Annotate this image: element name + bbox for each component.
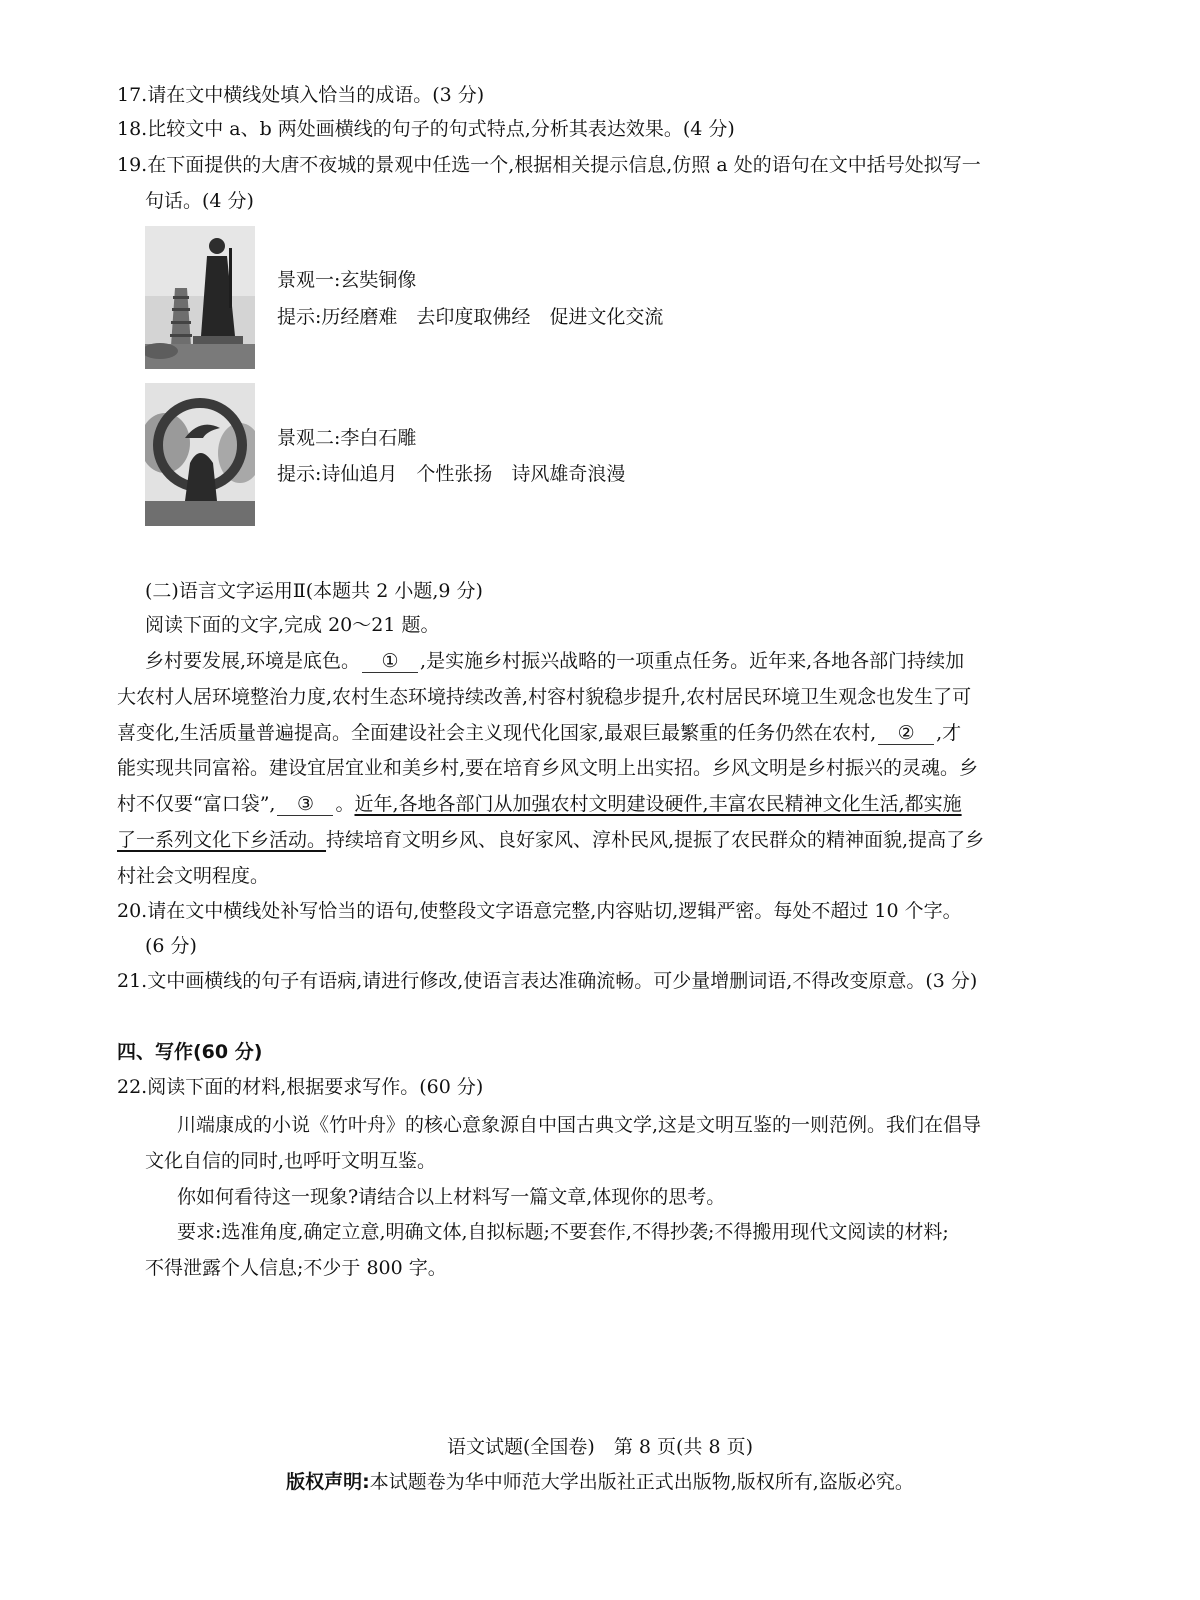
question-19-line1: 19.在下面提供的大唐不夜城的景观中任选一个,根据相关提示信息,仿照 a 处的语句在文中括号处拟写一 [117,154,981,176]
blank-2: ② [878,722,934,745]
material-line-2: 文化自信的同时,也呼吁文明互鉴。 [145,1150,437,1172]
passage-line-7: 村社会文明程度。 [117,865,270,887]
requirements-line-2: 不得泄露个人信息;不少于 800 字。 [145,1257,447,1279]
libai-sculpture-photo [145,383,255,526]
writing-heading: 四、写作(60 分) [117,1041,263,1063]
passage-line-1: 乡村要发展,环境是底色。 ① ,是实施乡村振兴战略的一项重点任务。近年来,各地各部门持续加 [145,650,965,672]
question-20-line2: (6 分) [145,935,197,957]
underlined-sentence-part1: 近年,各地各部门从加强农村文明建设硬件,丰富农民精神文化生活,都实施 [354,793,962,815]
page-footer: 语文试题(全国卷) 第 8 页(共 8 页) [447,1436,753,1458]
question-19-line2: 句话。(4 分) [145,190,254,212]
passage-line-2: 大农村人居环境整治力度,农村生态环境持续改善,村容村貌稳步提升,农村居民环境卫生观念也发生了可 [117,686,972,708]
question-18: 18.比较文中 a、b 两处画横线的句子的句式特点,分析其表达效果。(4 分) [117,118,735,140]
landmark-1-title: 景观一:玄奘铜像 [277,269,417,291]
passage-line-6: 了一系列文化下乡活动。持续培育文明乡风、良好家风、淳朴民风,提振了农民群众的精神面貌,提高了乡 [117,829,985,851]
passage-line-4: 能实现共同富裕。建设宜居宜业和美乡村,要在培育乡风文明上出实招。乡风文明是乡村振兴的灵魂。乡 [117,757,979,779]
copyright-label: 版权声明: [286,1471,370,1493]
question-22: 22.阅读下面的材料,根据要求写作。(60 分) [117,1076,484,1098]
requirements-line-1: 要求:选准角度,确定立意,明确文体,自拟标题;不要套作,不得抄袭;不得搬用现代文阅读的材料; [177,1221,949,1243]
question-17: 17.请在文中横线处填入恰当的成语。(3 分) [117,84,485,106]
blank-3: ③ [277,793,333,816]
copyright-text: 本试题卷为华中师范大学出版社正式出版物,版权所有,盗版必究。 [369,1471,914,1493]
xuanzang-statue-photo [145,226,255,369]
material-line-1: 川端康成的小说《竹叶舟》的核心意象源自中国古典文学,这是文明互鉴的一则范例。我们在倡导 [177,1114,982,1136]
landmark-2-title: 景观二:李白石雕 [277,427,417,449]
section-2-instruction: 阅读下面的文字,完成 20～21 题。 [145,614,440,636]
blank-1: ① [362,650,418,673]
passage-line-5: 村不仅要“富口袋”, ③ 。近年,各地各部门从加强农村文明建设硬件,丰富农民精神文化生活,都实施 [117,793,962,815]
question-21: 21.文中画横线的句子有语病,请进行修改,使语言表达准确流畅。可少量增删词语,不得改变原意。(3 分) [117,970,978,992]
section-2-heading: (二)语言文字运用Ⅱ(本题共 2 小题,9 分) [145,580,483,602]
underlined-sentence-part2: 了一系列文化下乡活动。 [117,829,327,851]
question-20-line1: 20.请在文中横线处补写恰当的语句,使整段文字语意完整,内容贴切,逻辑严密。每处不超过 10 个字。 [117,900,962,922]
passage-line-3: 喜变化,生活质量普遍提高。全面建设社会主义现代化国家,最艰巨最繁重的任务仍然在农村, ② ,才 [117,722,962,744]
material-line-3: 你如何看待这一现象?请结合以上材料写一篇文章,体现你的思考。 [177,1186,726,1208]
landmark-2-hint: 提示:诗仙追月 个性张扬 诗风雄奇浪漫 [277,463,626,485]
copyright-notice [0,1468,1200,1496]
landmark-1-hint: 提示:历经磨难 去印度取佛经 促进文化交流 [277,306,664,328]
